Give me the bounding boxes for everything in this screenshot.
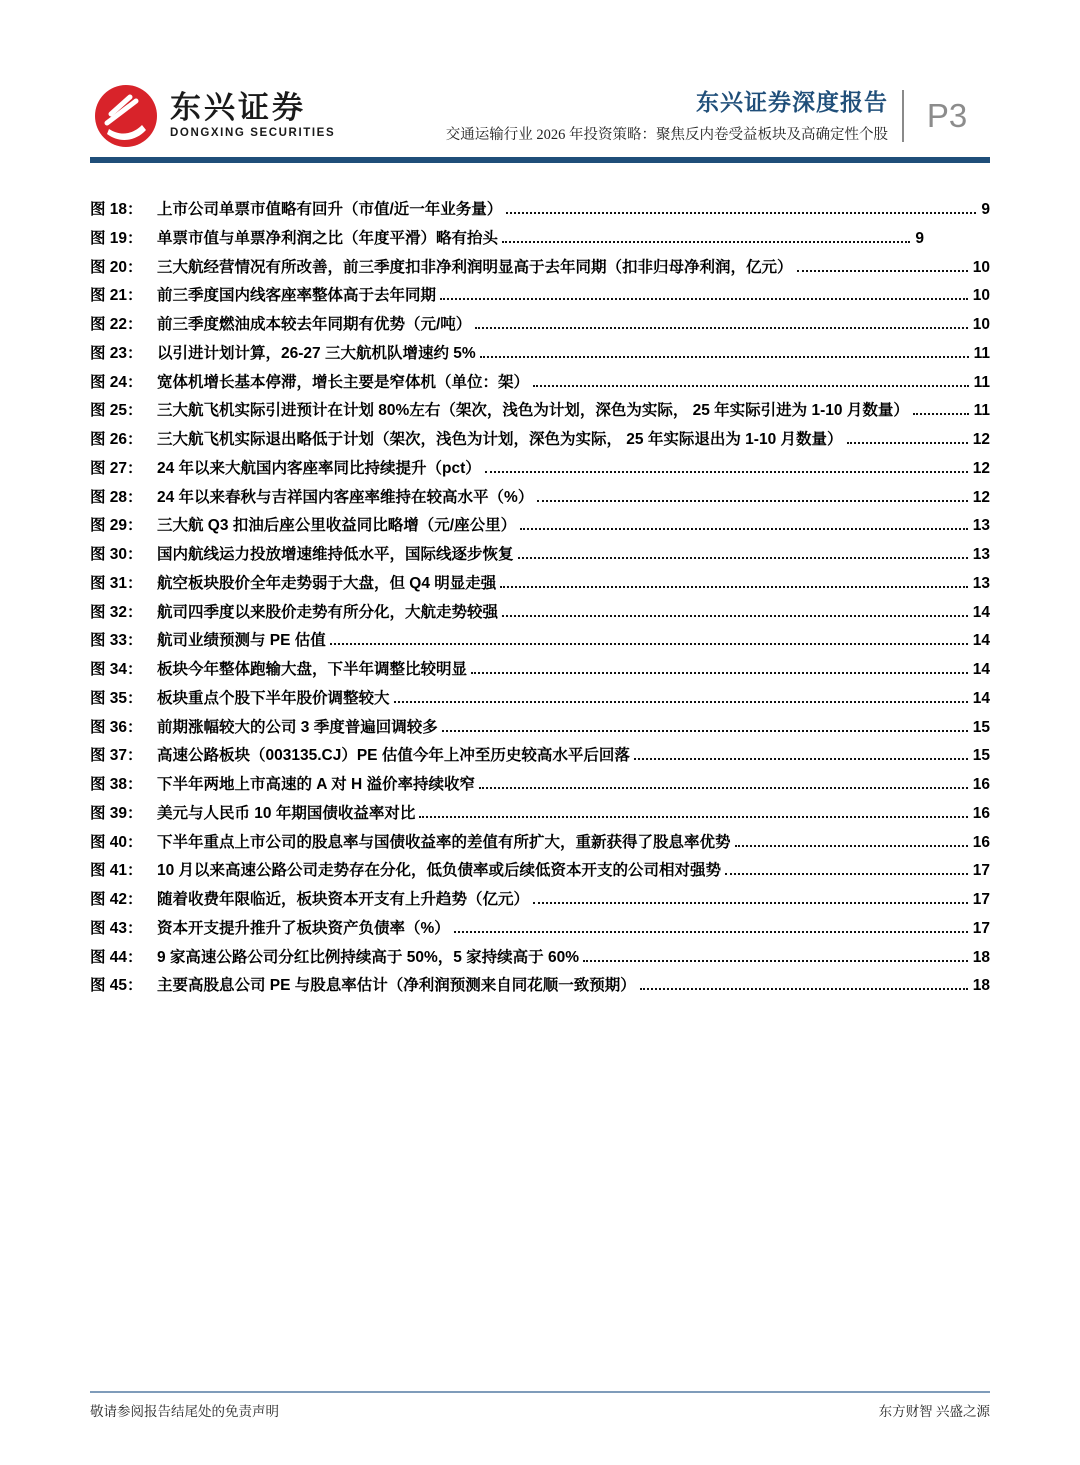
toc-entry-title: 宽体机增长基本停滞，增长主要是窄体机（单位：架） — [157, 373, 530, 391]
toc-entry-page: 14 — [972, 632, 990, 650]
toc-dot-leader — [518, 555, 968, 559]
toc-dot-leader — [640, 986, 968, 990]
toc-entry-label: 图 33： — [90, 632, 143, 650]
toc-entry[interactable] — [90, 973, 990, 1002]
toc-entry-title: 9 家高速公路公司分红比例持续高于 50%，5 家持续高于 60% — [157, 948, 580, 966]
toc-entry-page: 17 — [972, 919, 990, 937]
toc-entry-label: 图 21： — [90, 287, 143, 305]
toc-dot-leader — [847, 440, 968, 444]
toc-dot-leader — [634, 756, 968, 760]
toc-entry-title: 高速公路板块（003135.CJ）PE 估值今年上冲至历史较高水平后回落 — [157, 747, 630, 765]
toc-entry-page: 15 — [972, 747, 990, 765]
toc-entry-title: 板块今年整体跑输大盘，下半年调整比较明显 — [157, 661, 468, 678]
toc-entry-label: 图 24： — [90, 373, 143, 391]
toc-entry[interactable] — [90, 715, 990, 744]
dongxing-logo-icon — [94, 84, 158, 148]
toc-dot-leader — [502, 239, 910, 243]
toc-entry-page: 11 — [973, 373, 990, 391]
toc-entry[interactable] — [90, 513, 990, 542]
toc-entry-title: 前期涨幅较大的公司 3 季度普遍回调较多 — [157, 718, 438, 736]
toc-entry[interactable] — [90, 686, 990, 715]
toc-entry[interactable] — [90, 283, 990, 312]
toc-entry-title: 单票市值与单票净利润之比（年度平滑）略有抬头 — [157, 229, 499, 247]
toc-entry-label: 图 43： — [90, 919, 143, 937]
toc-entry[interactable] — [90, 830, 990, 859]
toc-entry-label: 图 42： — [90, 891, 143, 908]
toc-entry[interactable] — [90, 312, 990, 341]
toc-entry-label: 图 26： — [90, 431, 143, 448]
logo-name-en: DONGXING SECURITIES — [170, 127, 336, 140]
toc-entry-title: 主要高股息公司 PE 与股息率估计（净利润预测来自同花顺一致预期） — [157, 977, 636, 995]
toc-entry-page: 17 — [972, 862, 990, 880]
toc-entry-page: 14 — [972, 661, 990, 678]
toc-entry[interactable] — [90, 772, 990, 801]
toc-entry-title: 随着收费年限临近，板块资本开支有上升趋势（亿元） — [157, 891, 530, 908]
toc-entry-page: 13 — [972, 517, 990, 535]
logo-name-cn: 东兴证券 — [170, 90, 306, 126]
toc-dot-leader — [537, 498, 967, 502]
toc-dot-leader — [330, 641, 968, 645]
toc-entry[interactable] — [90, 398, 990, 427]
toc-entry-title: 资本开支提升推升了板块资产负债率（%） — [157, 919, 450, 937]
toc-entry-page: 14 — [972, 603, 990, 621]
toc-dot-leader — [735, 843, 968, 847]
toc-dot-leader — [475, 325, 967, 329]
toc-entry-label: 图 30： — [90, 546, 143, 563]
toc-entry-label: 图 29： — [90, 517, 143, 535]
toc-entry-label: 图 31： — [90, 574, 143, 592]
toc-entry-label: 图 35： — [90, 689, 143, 707]
toc-entry-page: 18 — [972, 977, 990, 995]
toc-entry-page: 12 — [972, 459, 990, 477]
toc-entry-title: 以引进计划计算，26-27 三大航机队增速约 5% — [157, 344, 476, 362]
toc-entry-label: 图 40： — [90, 833, 143, 851]
toc-entry-label: 图 44： — [90, 948, 143, 966]
toc-entry-label: 图 28： — [90, 488, 143, 506]
toc-entry[interactable] — [90, 197, 990, 226]
toc-dot-leader — [419, 814, 967, 818]
toc-entry-title: 下半年重点上市公司的股息率与国债收益率的差值有所扩大，重新获得了股息率优势 — [157, 833, 731, 851]
toc-entry-label: 图 27： — [90, 459, 143, 477]
toc-entry[interactable] — [90, 226, 990, 255]
toc-dot-leader — [500, 584, 967, 588]
toc-entry-page: 14 — [972, 689, 990, 707]
header-rule-bar — [90, 157, 990, 163]
toc-dot-leader — [442, 728, 968, 732]
toc-entry-title: 上市公司单票市值略有回升（市值/近一年业务量） — [157, 201, 503, 218]
toc-entry-page: 10 — [972, 258, 990, 276]
toc-dot-leader — [797, 268, 968, 272]
toc-entry[interactable] — [90, 600, 990, 629]
toc-entry-label: 图 32： — [90, 603, 143, 621]
toc-entry-page: 15 — [972, 718, 990, 736]
toc-entry-title: 三大航飞机实际退出略低于计划（架次，浅色为计划，深色为实际， 25 年实际退出为 1-10 月数量） — [157, 431, 843, 448]
toc-entry[interactable] — [90, 571, 990, 600]
toc-entry[interactable] — [90, 370, 990, 399]
toc-entry-label: 图 39： — [90, 804, 143, 822]
toc-dot-leader — [502, 613, 968, 617]
toc-entry-title: 三大航经营情况有所改善，前三季度扣非净利润明显高于去年同期（扣非归母净利润，亿元） — [157, 258, 793, 276]
toc-entry[interactable] — [90, 743, 990, 772]
toc-entry-page: 16 — [972, 804, 990, 822]
toc-entry-label: 图 34： — [90, 661, 143, 678]
toc-entry-title: 前三季度国内线客座率整体高于去年同期 — [157, 287, 437, 305]
toc-entry-label: 图 36： — [90, 718, 143, 736]
toc-dot-leader — [506, 210, 976, 214]
toc-entry-label: 图 20： — [90, 258, 143, 276]
toc-entry-page: 11 — [973, 344, 990, 362]
toc-dot-leader — [583, 958, 968, 962]
toc-entry-page: 12 — [972, 431, 990, 448]
toc-entry[interactable] — [90, 858, 990, 887]
toc-entry-title: 三大航飞机实际引进预计在计划 80%左右（架次，浅色为计划，深色为实际， 25 年实际引进为 1-10 月数量） — [157, 402, 909, 420]
toc-entry[interactable] — [90, 255, 990, 284]
footer-disclaimer: 敬请参阅报告结尾处的免责声明 — [90, 1404, 279, 1419]
page-number-label: P3 — [926, 96, 968, 134]
toc-dot-leader — [480, 354, 969, 358]
logo-text — [170, 92, 335, 140]
toc-entry[interactable] — [90, 542, 990, 571]
page-footer — [90, 1391, 990, 1420]
toc-entry-label: 图 37： — [90, 747, 143, 765]
toc-entry[interactable] — [90, 485, 990, 514]
toc-entry-page: 11 — [973, 402, 990, 420]
toc-dot-leader — [533, 900, 968, 904]
toc-dot-leader — [394, 699, 968, 703]
toc-entry[interactable] — [90, 916, 990, 945]
toc-entry-page: 13 — [972, 574, 990, 592]
toc-entry-title: 10 月以来高速公路公司走势存在分化，低负债率或后续低资本开支的公司相对强势 — [157, 862, 722, 880]
toc-entry-title: 国内航线运力投放增速维持低水平，国际线逐步恢复 — [157, 546, 514, 563]
header-titles — [446, 88, 902, 144]
toc-entry-page: 16 — [972, 776, 990, 793]
toc-entry-page: 10 — [972, 316, 990, 333]
toc-dot-leader — [725, 871, 968, 875]
toc-dot-leader — [485, 469, 968, 473]
toc-entry-page: 10 — [972, 287, 990, 305]
toc-entry[interactable] — [90, 801, 990, 830]
footer-slogan: 东方财智 兴盛之源 — [878, 1404, 990, 1419]
toc-entry-page: 17 — [972, 891, 990, 908]
toc-entry-title: 三大航 Q3 扣油后座公里收益同比略增（元/座公里） — [157, 517, 517, 535]
toc-dot-leader — [479, 785, 968, 789]
report-type-title: 东兴证券深度报告 — [696, 89, 888, 115]
toc-entry-label: 图 23： — [90, 344, 143, 362]
toc-dot-leader — [520, 526, 968, 530]
toc-entry-page: 12 — [972, 488, 990, 506]
toc-entry[interactable] — [90, 341, 990, 370]
toc-dot-leader — [913, 411, 969, 415]
toc-entry-page: 18 — [972, 948, 990, 966]
table-of-figures — [90, 197, 990, 1002]
toc-entry-title: 下半年两地上市高速的 A 对 H 溢价率持续收窄 — [157, 776, 476, 793]
toc-entry[interactable] — [90, 887, 990, 916]
toc-entry-label: 图 18： — [90, 201, 143, 218]
toc-entry-label: 图 22： — [90, 316, 143, 333]
toc-entry-title: 24 年以来大航国内客座率同比持续提升（pct） — [157, 459, 481, 477]
toc-entry[interactable] — [90, 657, 990, 686]
toc-dot-leader — [533, 383, 969, 387]
toc-entry-title: 24 年以来春秋与吉祥国内客座率维持在较高水平（%） — [157, 488, 534, 506]
toc-entry-title: 美元与人民币 10 年期国债收益率对比 — [157, 804, 416, 822]
toc-dot-leader — [454, 929, 968, 933]
toc-entry-title: 航司四季度以来股价走势有所分化，大航走势较强 — [157, 603, 499, 621]
toc-entry-page: 9 — [981, 201, 990, 218]
toc-entry-label: 图 25： — [90, 402, 143, 420]
toc-entry[interactable] — [90, 456, 990, 485]
toc-dot-leader — [471, 670, 968, 674]
header-right — [446, 88, 990, 144]
toc-entry-page: 9 — [915, 229, 924, 247]
toc-entry-title: 航空板块股价全年走势弱于大盘，但 Q4 明显走强 — [157, 574, 497, 592]
toc-entry-page: 16 — [972, 833, 990, 851]
toc-entry-page: 13 — [972, 546, 990, 563]
toc-dot-leader — [440, 296, 968, 300]
toc-entry-label: 图 45： — [90, 977, 143, 995]
toc-entry[interactable] — [90, 427, 990, 456]
toc-entry[interactable] — [90, 945, 990, 974]
dongxing-logo — [94, 84, 335, 148]
toc-entry-label: 图 19： — [90, 229, 143, 247]
toc-entry-title: 板块重点个股下半年股价调整较大 — [157, 689, 390, 707]
report-subtitle: 交通运输行业 2026 年投资策略：聚焦反内卷受益板块及高确定性个股 — [445, 126, 888, 143]
toc-entry-label: 图 38： — [90, 776, 143, 793]
toc-entry[interactable] — [90, 628, 990, 657]
toc-entry-title: 前三季度燃油成本较去年同期有优势（元/吨） — [157, 316, 472, 333]
toc-entry-label: 图 41： — [90, 862, 143, 880]
toc-entry-title: 航司业绩预测与 PE 估值 — [157, 632, 326, 650]
